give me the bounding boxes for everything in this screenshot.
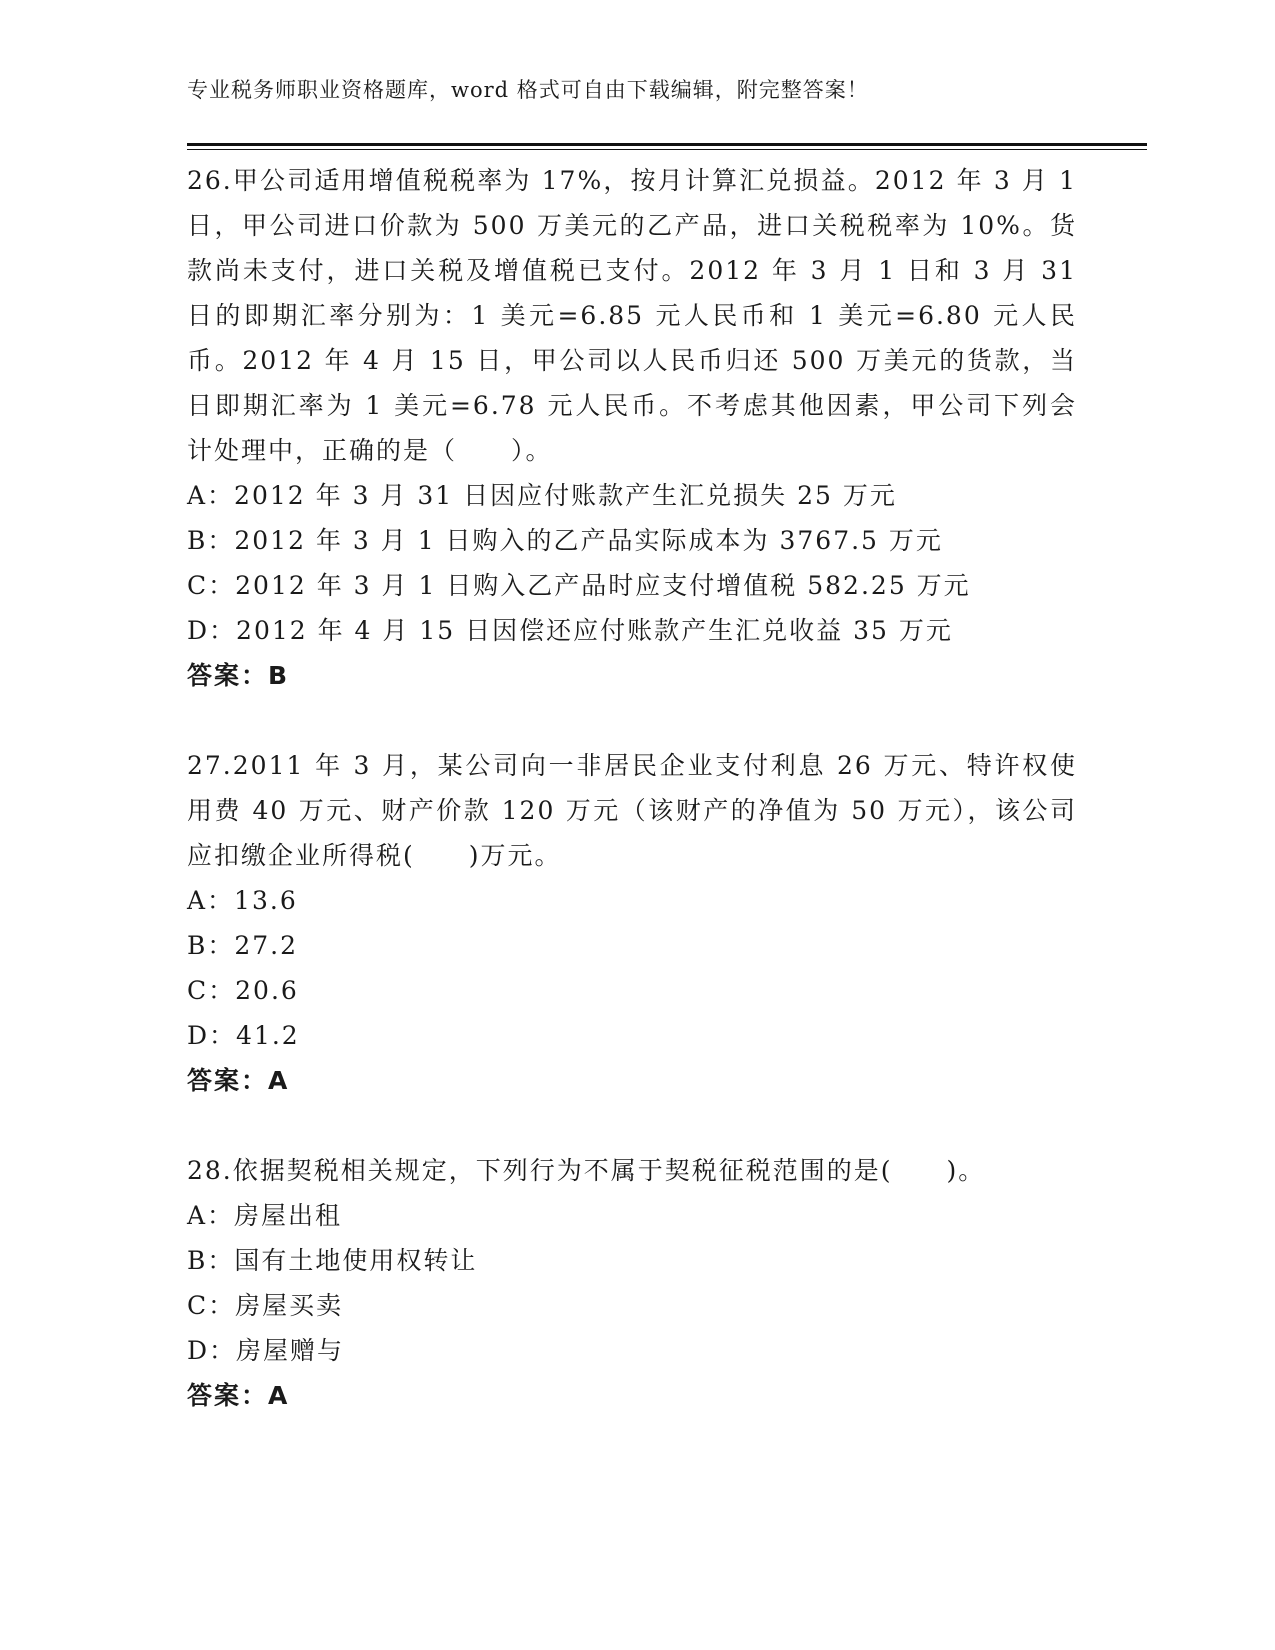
option-a: A：2012 年 3 月 31 日因应付账款产生汇兑损失 25 万元 bbox=[187, 481, 897, 510]
question-28 bbox=[187, 1148, 1077, 1418]
question-list bbox=[187, 158, 1077, 1418]
header-rule-thick bbox=[187, 143, 1147, 146]
option-d: D：41.2 bbox=[187, 1021, 300, 1050]
question-stem: 28.依据契税相关规定，下列行为不属于契税征税范围的是( )。 bbox=[187, 1156, 986, 1185]
header-rule-thin bbox=[187, 149, 1147, 150]
option-b: B：2012 年 3 月 1 日购入的乙产品实际成本为 3767.5 万元 bbox=[187, 526, 943, 555]
answer-line: 答案：B bbox=[187, 661, 290, 690]
option-a: A：13.6 bbox=[187, 886, 298, 915]
option-a: A：房屋出租 bbox=[187, 1201, 343, 1230]
question-spacer bbox=[187, 1103, 1077, 1148]
option-d: D：房屋赠与 bbox=[187, 1336, 345, 1365]
option-c: C：房屋买卖 bbox=[187, 1291, 344, 1320]
question-stem: 27.2011 年 3 月，某公司向一非居民企业支付利息 26 万元、特许权使用费 40 万元、财产价款 120 万元（该财产的净值为 50 万元），该公司应扣缴企业所得税( )万元。 bbox=[187, 751, 1077, 870]
option-b: B：国有土地使用权转让 bbox=[187, 1246, 478, 1275]
question-spacer bbox=[187, 698, 1077, 743]
option-c: C：20.6 bbox=[187, 976, 299, 1005]
answer-line: 答案：A bbox=[187, 1066, 290, 1095]
page-header: 专业税务师职业资格题库，word 格式可自由下载编辑，附完整答案！ bbox=[187, 78, 869, 102]
option-d: D：2012 年 4 月 15 日因偿还应付账款产生汇兑收益 35 万元 bbox=[187, 616, 953, 645]
option-c: C：2012 年 3 月 1 日购入乙产品时应支付增值税 582.25 万元 bbox=[187, 571, 971, 600]
question-26 bbox=[187, 158, 1077, 698]
question-stem: 26.甲公司适用增值税税率为 17%，按月计算汇兑损益。2012 年 3 月 1 日，甲公司进口价款为 500 万美元的乙产品，进口关税税率为 10%。货款尚未支付，进口关税及增值税已支付。2012 年 3 月 1 日和 3 月 31 日的即期汇率分别为：1 美元=6.85 元人民币和 1 美元=6.80 元人民币。2012 年 4 月 15 日，甲公司以人民币归还 500 万美元的货款，当日即期汇率为 1 美元=6.78 元人民币。不考虑其他因素，甲公司下列会计处理中，正确的是（ ）。 bbox=[187, 166, 1077, 465]
option-b: B：27.2 bbox=[187, 931, 299, 960]
answer-line: 答案：A bbox=[187, 1381, 290, 1410]
question-27 bbox=[187, 743, 1077, 1103]
